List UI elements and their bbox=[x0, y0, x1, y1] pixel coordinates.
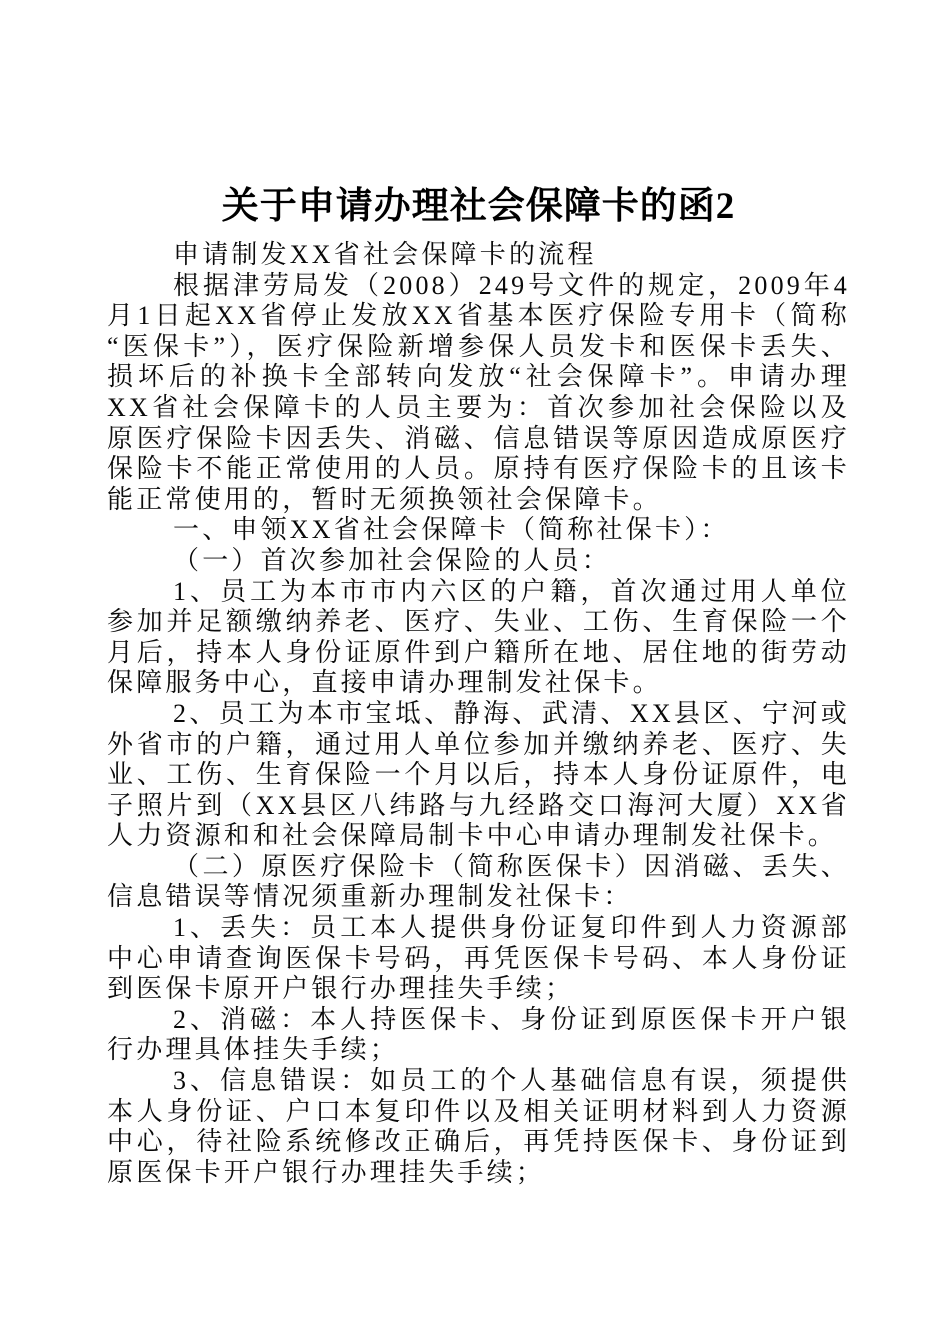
paragraph-item-2-demagnetized-card: 2、消磁：本人持医保卡、身份证到原医保卡开户银行办理具体挂失手续； bbox=[107, 1004, 850, 1065]
paragraph-intro-flow: 申请制发XX省社会保障卡的流程 bbox=[173, 240, 597, 269]
paragraph-item-2-other-residents: 2、员工为本市宝坻、静海、武清、XX县区、宁河或外省市的户籍，通过用人单位参加并缴纳养老、医疗、失业、工伤、生育保险一个月以后，持本人身份证原件，电子照片到（XX县区八纬路与九经路交口海河大厦）XX省人力资源和和社会保障局制卡中心申请办理制发社保卡。 bbox=[107, 698, 850, 851]
paragraph-section-1-heading: 一、申领XX省社会保障卡（简称社保卡）： bbox=[173, 515, 730, 545]
paragraph-item-1-local-residents: 1、员工为本市市内六区的户籍，首次通过用人单位参加并足额缴纳养老、医疗、失业、工伤、生育保险一个月后，持本人身份证原件到户籍所在地、居住地的街劳动保障服务中心，直接申请办理制发社保卡。 bbox=[107, 576, 850, 698]
paragraph-subsection-2-heading: （二）原医疗保险卡（简称医保卡）因消磁、丢失、信息错误等情况须重新办理制发社保卡： bbox=[107, 851, 850, 912]
paragraph-policy-basis: 根据津劳局发（2008）249号文件的规定，2009年4月1日起XX省停止发放XX省基本医疗保险专用卡（简称“医保卡”），医疗保险新增参保人员发卡和医保卡丢失、损坏后的补换卡全部转向发放“社会保障卡”。申请办理XX省社会保障卡的人员主要为：首次参加社会保险以及原医疗保险卡因丢失、消磁、信息错误等原因造成原医疗保险卡不能正常使用的人员。原持有医疗保险卡的且该卡能正常使用的，暂时无须换领社会保障卡。 bbox=[107, 270, 850, 514]
paragraph-item-1-lost-card: 1、丢失：员工本人提供身份证复印件到人力资源部中心申请查询医保卡号码，再凭医保卡号码、本人身份证到医保卡原开户银行办理挂失手续； bbox=[107, 913, 850, 1004]
paragraph-item-3-info-error: 3、信息错误：如员工的个人基础信息有误，须提供本人身份证、户口本复印件以及相关证明材料到人力资源中心，待社险系统修改正确后，再凭持医保卡、身份证到原医保卡开户银行办理挂失手续； bbox=[107, 1066, 850, 1187]
document-title: 关于申请办理社会保障卡的函2 bbox=[221, 186, 736, 227]
paragraph-subsection-1-heading: （一）首次参加社会保险的人员： bbox=[173, 545, 612, 575]
